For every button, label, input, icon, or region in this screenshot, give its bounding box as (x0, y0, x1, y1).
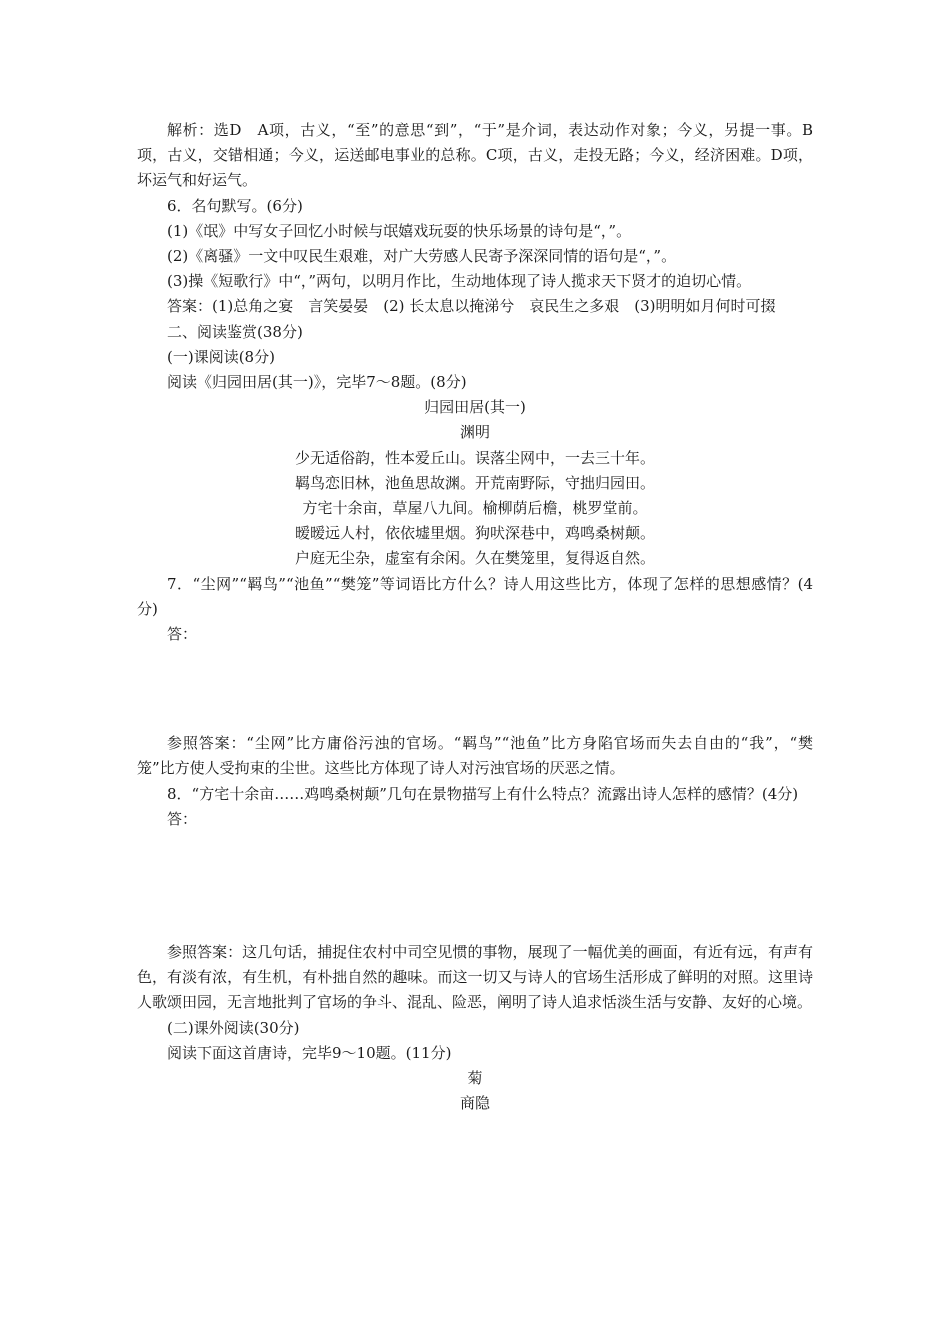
poem-2-author: 商隐 (459, 1094, 490, 1113)
poem-1-line: 羁鸟恋旧林，池鱼思故渊。开荒南野际，守拙归园田。 (294, 473, 655, 492)
reading-2-instruction: 阅读下面这首唐诗，完毕9～10题。(11分) (167, 1043, 452, 1062)
question-8-reference-answer: 参照答案：这几句话，捕捉住农村中司空见惯的事物，展现了一幅优美的画面，有近有远，有声有色，有淡有浓，有生机，有朴拙自然的趣味。而这一切又与诗人的官场生活形成了鲜明的对照。这里诗人歌颂田园，无言地批判了官场的争斗、混乱、险恶，阐明了诗人追求恬淡生活与安静、友好的心境。 (137, 943, 813, 1012)
question-7-reference-answer: 参照答案：“尘网”比方庸俗污浊的官场。“羁鸟”“池鱼”比方身陷官场而失去自由的“我”，“樊笼”比方使人受拘束的尘世。这些比方体现了诗人对污浊官场的厌恶之情。 (137, 734, 813, 778)
q6-item-3: (3)操《短歌行》中“，”两句，以明月作比，生动地体现了诗人揽求天下贤才的迫切心情。 (167, 272, 752, 291)
question-8: 8．“方宅十余亩……鸡鸣桑树颠”几句在景物描写上有什么特点？流露出诗人怎样的感情？(4分) (167, 784, 799, 803)
poem-1-author: 渊明 (459, 423, 490, 442)
section-2-title: 二、阅读鉴赏(38分) (167, 322, 303, 341)
reading-1-instruction: 阅读《归园田居(其一)》，完毕7～8题。(8分) (167, 373, 467, 392)
q6-answer: 答案：(1)总角之宴 言笑晏晏 (2) 长太息以掩涕兮 哀民生之多艰 (3)明明如月何时可掇 (167, 297, 776, 316)
poem-1-line: 户庭无尘杂，虚室有余闲。久在樊笼里，复得返自然。 (294, 549, 655, 568)
document-page (137, 118, 813, 1117)
poem-2-title: 菊 (467, 1069, 483, 1088)
section-2-1-title: (一)课阅读(8分) (167, 347, 275, 366)
q5-analysis: 解析：选D A项，古义，“至”的意思“到”，“于”是介词，表达动作对象；今义，另提一事。B项，古义，交错相通；今义，运送邮电事业的总称。C项，古义，走投无路；今义，经济困难。D项，坏运气和好运气。 (137, 121, 813, 190)
poem-1-line: 方宅十余亩，草屋八九间。榆柳荫后檐，桃罗堂前。 (302, 499, 648, 518)
poem-1-line: 少无适俗韵，性本爱丘山。误落尘网中，一去三十年。 (294, 448, 655, 467)
section-2-2-title: (二)课外阅读(30分) (167, 1018, 300, 1037)
q6-item-2: (2)《离骚》一文中叹民生艰难，对广大劳感人民寄予深深同情的语句是“，”。 (167, 247, 677, 266)
question-7: 7．“尘网”“羁鸟”“池鱼”“樊笼”等词语比方什么？诗人用这些比方，体现了怎样的思想感情？(4分) (137, 574, 813, 618)
question-8-answer-prompt: 答： (167, 809, 198, 828)
answer-space (137, 647, 813, 731)
poem-1-line: 暧暧远人村，依依墟里烟。狗吠深巷中，鸡鸣桑树颠。 (294, 524, 655, 543)
question-7-answer-prompt: 答： (167, 625, 198, 644)
poem-1-title: 归园田居(其一) (424, 398, 526, 417)
q6-title: 6．名句默写。(6分) (167, 196, 303, 215)
answer-space (137, 832, 813, 940)
q6-item-1: (1)《氓》中写女子回忆小时候与氓嬉戏玩耍的快乐场景的诗句是“，”。 (167, 221, 632, 240)
